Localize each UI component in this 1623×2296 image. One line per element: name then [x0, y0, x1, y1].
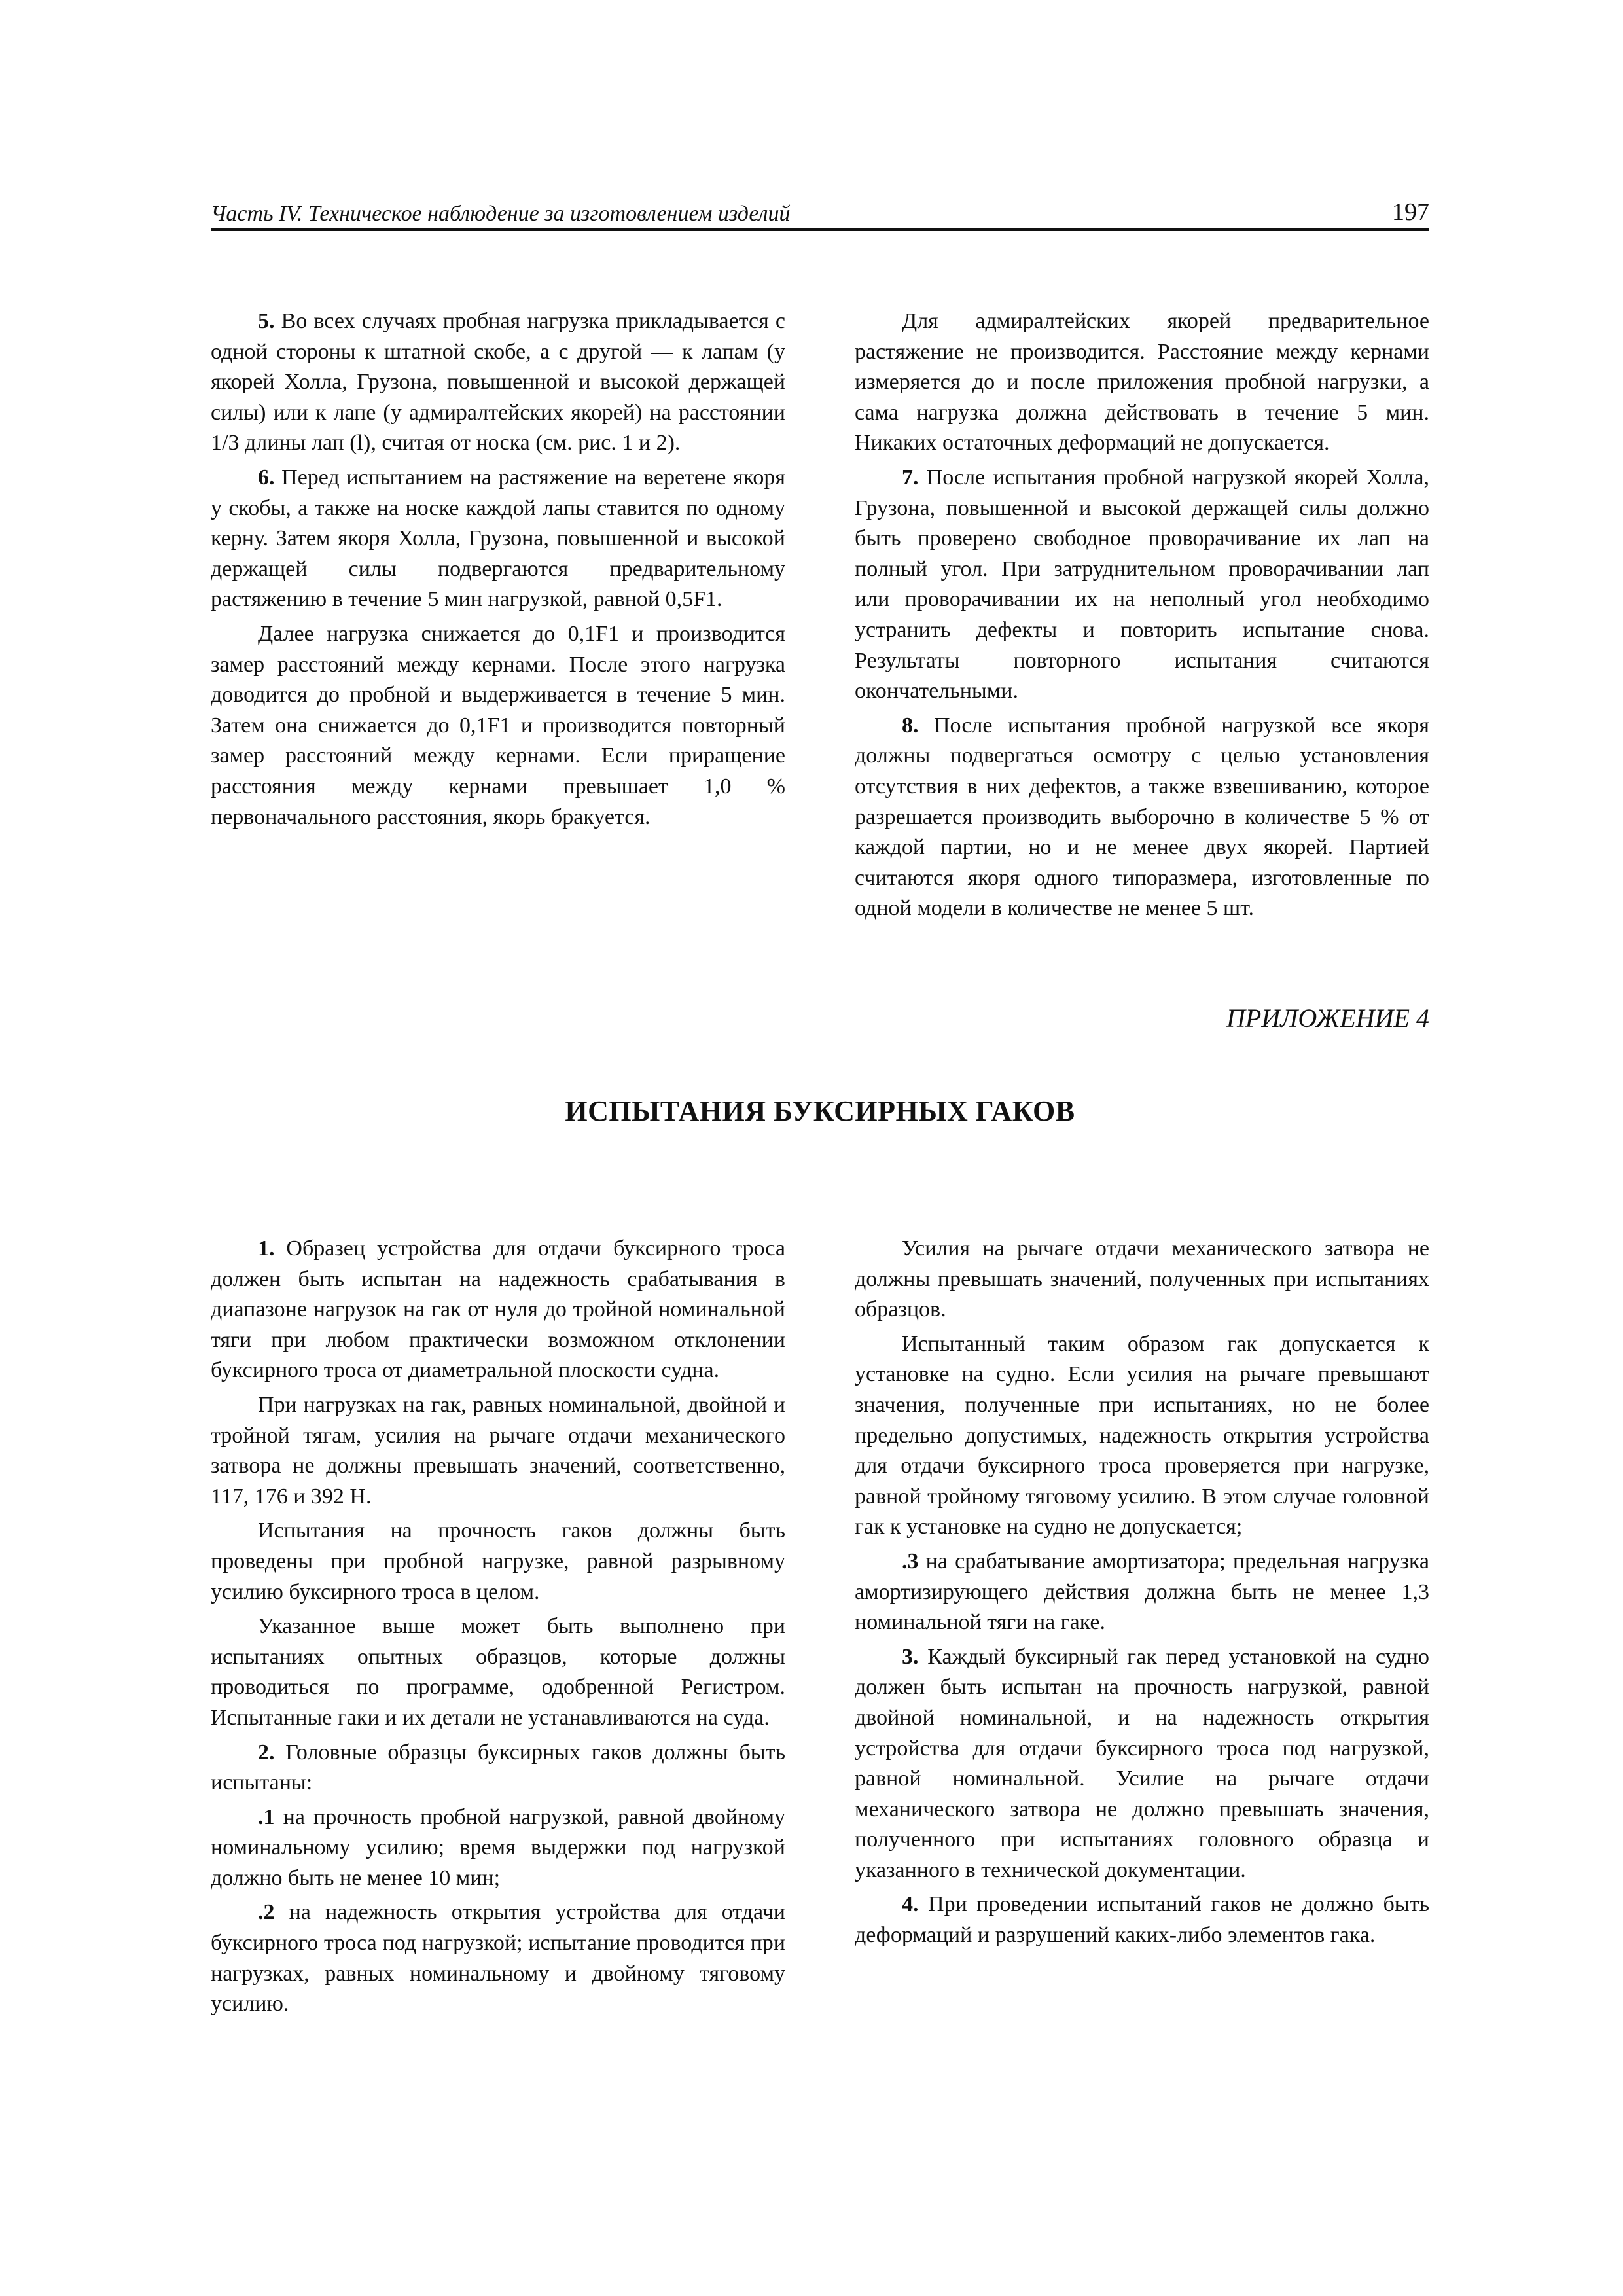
paragraph-number: 8.: [902, 713, 919, 738]
top-right-column: [855, 306, 1429, 924]
paragraph-text: Указанное выше может быть выполнено при испытаниях опытных образцов, которые должны проводиться по программе, одобренной Регистром. Испытанные гаки и их детали не устанавливаются на суда.: [211, 1614, 785, 1730]
paragraph-text: на надежность открытия устройства для отдачи буксирного троса под нагрузкой; испытание проводится при нагрузках, равных номинальному и двойному тяговому усилию.: [211, 1900, 785, 2017]
paragraph-text: Перед испытанием на растяжение на веретене якоря у скобы, а также на носке каждой лапы ставится по одному керну. Затем якоря Холла, Грузона, повышенной и высокой держащей силы подвергаются предварительному растяжению в течение 5 мин нагрузкой, равной 0,5F1.: [211, 465, 785, 612]
appendix-label: ПРИЛОЖЕНИЕ 4: [1226, 1003, 1429, 1033]
paragraph-text: Усилия на рычаге отдачи механического затвора не должны превышать значений, полученных при испытаниях образцов.: [855, 1236, 1429, 1322]
paragraph: [211, 1897, 785, 2019]
paragraph: [855, 1642, 1429, 1886]
paragraph-text: Образец устройства для отдачи буксирного троса должен быть испытан на надежность срабатывания в диапазоне нагрузок на гак от нуля до тройной номинальной тяги при любом практически возможном отклонении буксирного троса от диаметральной плоскости судна.: [211, 1236, 785, 1383]
top-left-column: [211, 306, 785, 833]
section-title: ИСПЫТАНИЯ БУКСИРНЫХ ГАКОВ: [565, 1095, 1075, 1127]
paragraph-number: .2: [258, 1900, 275, 1925]
paragraph: [855, 463, 1429, 707]
paragraph-text: Далее нагрузка снижается до 0,1F1 и производится замер расстояний между кернами. После этого нагрузка доводится до пробной и выдерживается в течение 5 мин. Затем она снижается до 0,1F1 и производится повторный замер расстояний между кернами. Если приращение расстояния между кернами превышает 1,0 % первоначального расстояния, якорь бракуется.: [211, 621, 785, 829]
paragraph-text: на срабатывание амортизатора; предельная нагрузка амортизирующего действия должна быть не менее 1,3 номинальной тяги на гаке.: [855, 1549, 1429, 1635]
bottom-left-column: [211, 1234, 785, 2020]
paragraph-text: После испытания пробной нагрузкой якорей Холла, Грузона, повышенной и высокой держащей силы должно быть проверено свободное проворачивание их лап на полный угол. При затруднительном проворачивании лап или проворачивании их на неполный угол необходимо устранить дефекты и повторить испытание снова. Результаты повторного испытания считаются окончательными.: [855, 465, 1429, 704]
paragraph: [211, 1803, 785, 1894]
page-number: 197: [1392, 198, 1429, 226]
paragraph-number: 4.: [902, 1892, 919, 1917]
paragraph: [211, 619, 785, 833]
paragraph-text: При нагрузках на гак, равных номинальной, двойной и тройной тягам, усилия на рычаге отдачи механического затвора не должны превышать значений, соответственно, 117, 176 и 392 Н.: [211, 1392, 785, 1509]
paragraph: [855, 1329, 1429, 1543]
paragraph-text: Во всех случаях пробная нагрузка прикладывается с одной стороны к штатной скобе, а с другой — к лапам (у якорей Холла, Грузона, повышенной и высокой держащей силы) или к лапе (у адмиралтейских якорей) на расстоянии 1/3 длины лап (l), считая от носка (см. рис. 1 и 2).: [211, 309, 785, 456]
paragraph: [211, 1516, 785, 1607]
paragraph: [211, 1738, 785, 1799]
running-header: [211, 198, 1429, 231]
paragraph: [855, 711, 1429, 924]
paragraph: [211, 306, 785, 459]
paragraph-number: .3: [902, 1549, 919, 1573]
paragraph: [211, 1234, 785, 1386]
bottom-right-column: [855, 1234, 1429, 1951]
paragraph-text: Головные образцы буксирных гаков должны быть испытаны:: [211, 1740, 785, 1795]
paragraph: [211, 1390, 785, 1512]
paragraph-text: При проведении испытаний гаков не должно быть деформаций и разрушений каких-либо элементов гака.: [855, 1892, 1429, 1948]
paragraph-number: 3.: [902, 1644, 919, 1669]
paragraph-number: 1.: [258, 1236, 275, 1261]
paragraph-text: Испытанный таким образом гак допускается к установке на судно. Если усилия на рычаге превышают значения, полученные при испытаниях, но не более предельно допустимых, надежность открытия устройства для отдачи буксирного троса проверяется при нагрузке, равной тройному тяговому усилию. В этом случае головной гак к установке на судно не допускается;: [855, 1331, 1429, 1539]
paragraph: [211, 1611, 785, 1733]
paragraph: [211, 463, 785, 615]
paragraph-number: .1: [258, 1804, 275, 1829]
paragraph: [855, 306, 1429, 459]
paragraph: [855, 1890, 1429, 1950]
paragraph-number: 2.: [258, 1740, 275, 1765]
paragraph: [855, 1547, 1429, 1638]
paragraph-text: Испытания на прочность гаков должны быть проведены при пробной нагрузке, равной разрывному усилию буксирного троса в целом.: [211, 1518, 785, 1604]
paragraph-text: Каждый буксирный гак перед установкой на судно должен быть испытан на прочность нагрузкой, равной двойной номинальной, и на надежность открытия устройства для отдачи буксирного троса под нагрузкой, равной номинальной. Усилие на рычаге отдачи механического затвора не должно превышать значения, полученного при испытаниях головного образца и указанного в технической документации.: [855, 1644, 1429, 1882]
paragraph-text: на прочность пробной нагрузкой, равной двойному номинальному усилию; время выдержки под нагрузкой должно быть не менее 10 мин;: [211, 1804, 785, 1890]
paragraph-number: 5.: [258, 309, 275, 333]
paragraph-number: 7.: [902, 465, 919, 490]
paragraph-text: Для адмиралтейских якорей предварительное растяжение не производится. Расстояние между кернами измеряется до и после приложения пробной нагрузки, а сама нагрузка должна действовать в течение 5 мин. Никаких остаточных деформаций не допускается.: [855, 309, 1429, 456]
paragraph: [855, 1234, 1429, 1325]
paragraph-number: 6.: [258, 465, 275, 490]
paragraph-text: После испытания пробной нагрузкой все якоря должны подвергаться осмотру с целью установления отсутствия в них дефектов, а также взвешиванию, которое разрешается производить выборочно в количестве 5 % от каждой партии, но и не менее двух якорей. Партией считаются якоря одного типоразмера, изготовленные по одной модели в количестве не менее 5 шт.: [855, 713, 1429, 921]
header-title: Часть IV. Техническое наблюдение за изготовлением изделий: [211, 202, 791, 226]
